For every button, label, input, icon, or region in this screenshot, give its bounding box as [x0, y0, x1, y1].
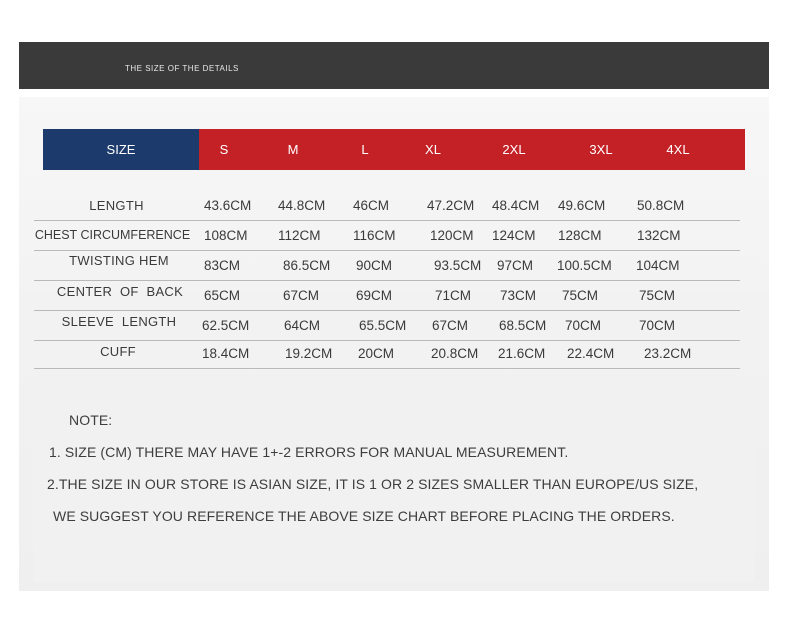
column-header-xl: XL [425, 142, 441, 157]
header-bar [19, 42, 769, 89]
row-cell: 43.6CM [204, 198, 252, 213]
note-line-1: 1. SIZE (CM) THERE MAY HAVE 1+-2 ERRORS FOR MANUAL MEASUREMENT. [49, 444, 569, 460]
notes-section [33, 377, 755, 582]
column-header-2xl: 2XL [502, 142, 526, 157]
row-cell: 68.5CM [499, 318, 547, 333]
table-row [34, 339, 740, 369]
row-cell: 116CM [353, 228, 396, 243]
row-cell: 70CM [565, 318, 602, 333]
row-cell: 120CM [430, 228, 474, 243]
row-cell: 65.5CM [359, 318, 407, 333]
header-title: THE SIZE OF THE DETAILS [125, 64, 239, 73]
row-cell: 46CM [353, 198, 390, 213]
row-cell: 67CM [432, 318, 469, 333]
row-cell: 48.4CM [492, 198, 540, 213]
row-cell: 108CM [204, 228, 248, 243]
row-cell: 86.5CM [283, 258, 331, 273]
row-cell: 44.8CM [278, 198, 326, 213]
row-cell: 20.8CM [431, 346, 479, 361]
table-row [34, 191, 740, 221]
row-label: TWISTING HEM [69, 253, 169, 268]
row-cell: 100.5CM [557, 258, 612, 273]
row-cell: 50.8CM [637, 198, 685, 213]
row-cell: 49.6CM [558, 198, 606, 213]
row-cell: 65CM [204, 288, 241, 303]
row-cell: 69CM [356, 288, 393, 303]
column-header-s: S [219, 142, 229, 157]
row-cell: 67CM [283, 288, 320, 303]
row-cell: 75CM [639, 288, 676, 303]
size-chart-panel [19, 97, 769, 591]
row-cell: 128CM [558, 228, 602, 243]
row-cell: 83CM [204, 258, 241, 273]
row-cell: 71CM [435, 288, 472, 303]
row-cell: 23.2CM [644, 346, 692, 361]
column-header-4xl: 4XL [666, 142, 690, 157]
row-label: CUFF [100, 344, 136, 359]
row-cell: 47.2CM [427, 198, 475, 213]
row-cell: 64CM [284, 318, 321, 333]
row-label: SLEEVE LENGTH [61, 314, 177, 329]
row-cell: 22.4CM [567, 346, 615, 361]
row-cell: 20CM [358, 346, 395, 361]
size-header-row [43, 129, 745, 170]
note-heading: NOTE: [69, 412, 113, 428]
row-cell: 97CM [497, 258, 534, 273]
row-cell: 73CM [500, 288, 537, 303]
row-cell: 18.4CM [202, 346, 250, 361]
column-header-l: L [361, 142, 369, 157]
note-line-2: 2.THE SIZE IN OUR STORE IS ASIAN SIZE, IT IS 1 OR 2 SIZES SMALLER THAN EUROPE/US SIZE, [47, 476, 699, 492]
column-header-m: M [287, 142, 299, 157]
row-cell: 90CM [356, 258, 393, 273]
column-header-3xl: 3XL [589, 142, 613, 157]
row-cell: 21.6CM [498, 346, 546, 361]
row-label: CHEST CIRCUMFERENCE [34, 228, 191, 242]
row-cell: 75CM [562, 288, 599, 303]
row-cell: 124CM [492, 228, 536, 243]
column-header-size: SIZE [106, 142, 136, 157]
row-label: LENGTH [89, 198, 144, 213]
row-divider [34, 368, 740, 369]
row-cell: 19.2CM [285, 346, 333, 361]
row-cell: 104CM [636, 258, 680, 273]
row-cell: 93.5CM [434, 258, 482, 273]
row-cell: 132CM [637, 228, 681, 243]
row-label: CENTER OF BACK [56, 284, 184, 299]
row-cell: 62.5CM [202, 318, 250, 333]
row-cell: 112CM [278, 228, 321, 243]
row-cell: 70CM [639, 318, 676, 333]
note-line-3: WE SUGGEST YOU REFERENCE THE ABOVE SIZE CHART BEFORE PLACING THE ORDERS. [53, 508, 675, 524]
